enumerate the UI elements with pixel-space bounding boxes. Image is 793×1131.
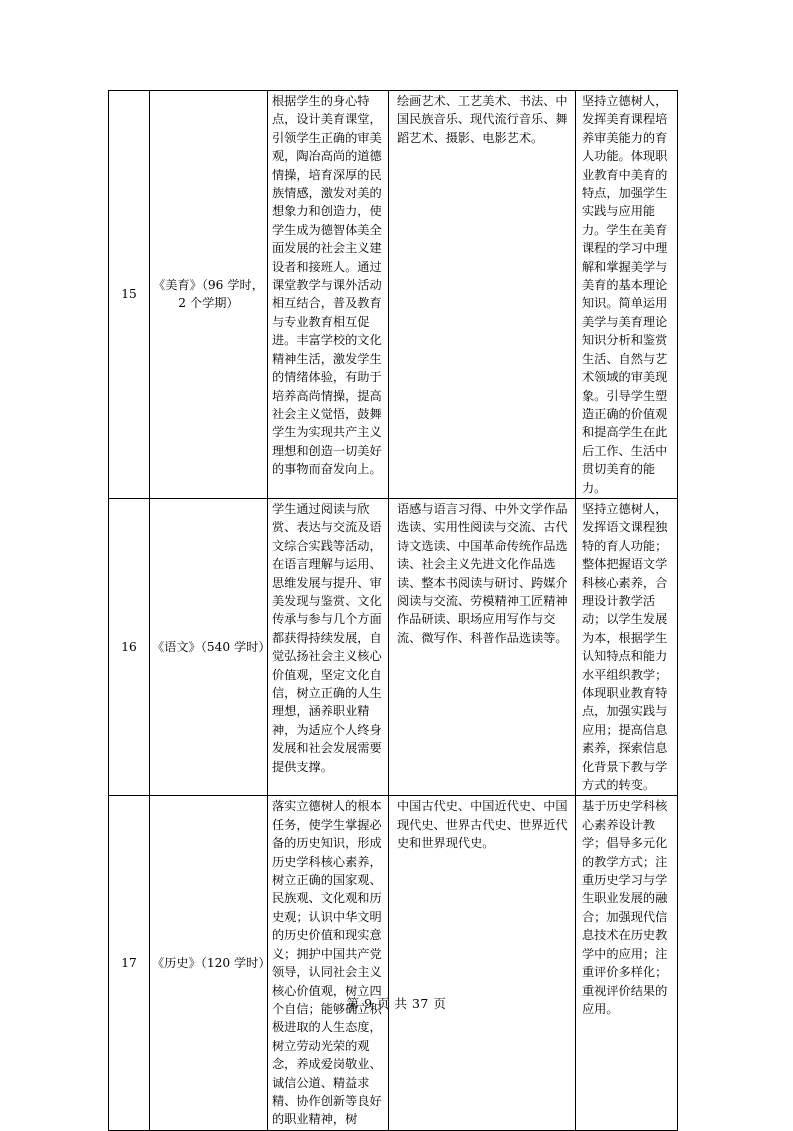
teaching-requirement: 坚持立德树人，发挥美育课程培养审美能力的育人功能。体现职业教育中美育的特点，加强学生实践与应用能力。学生在美育课程的学习中理解和掌握美学与美育的基本理论知识。简单运用美学与美育理论知识分析和鉴赏生活、自然与艺术领域的审美现象。引导学生塑造正确的价值观和提高学生在此后工作、生活中贯切美育的能力。 [576, 91, 678, 499]
course-content: 语感与语言习得、中外文学作品选读、实用性阅读与交流、古代诗文选读、中国革命传统作品选读、社会主义先进文化作品选读、整本书阅读与研讨、跨媒介阅读与交流、劳模精神工匠精神作品研读、职场应用写作与交流、微写作、科普作品选读等。 [389, 498, 576, 796]
course-name: 《美育》（96 学时，2 个学期） [150, 91, 268, 499]
table-row [109, 796, 678, 1130]
row-number: 15 [109, 91, 150, 499]
course-name: 《语文》（540 学时） [150, 498, 268, 796]
course-goal: 根据学生的身心特点，设计美育课堂，引领学生正确的审美观，陶冶高尚的道德情操，培育深厚的民族情感，激发对美的想象力和创造力，使学生成为德智体美全面发展的社会主义建设者和接班人。通过课堂教学与课外活动相互结合，普及教育与专业教育相互促进。丰富学校的文化精神生活，激发学生的情绪体验，有助于培养高尚情操，提高社会主义觉悟，鼓舞学生为实现共产主义理想和创造一切美好的事物而奋发向上。 [268, 91, 389, 499]
table-row [109, 91, 678, 499]
course-name: 《历史》（120 学时） [150, 796, 268, 1130]
page-number-footer: 第 9 页 共 37 页 [346, 996, 447, 1011]
table-row [109, 498, 678, 796]
course-table [108, 90, 678, 1131]
row-number: 16 [109, 498, 150, 796]
teaching-requirement: 坚持立德树人，发挥语文课程独特的育人功能；整体把握语文学科核心素养，合理设计教学活动；以学生发展为本，根据学生认知特点和能力水平组织教学；体现职业教育特点，加强实践与应用；提高信息素养，探索信息化背景下教与学方式的转变。 [576, 498, 678, 796]
course-content: 绘画艺术、工艺美术、书法、中国民族音乐、现代流行音乐、舞蹈艺术、摄影、电影艺术。 [389, 91, 576, 499]
course-content: 中国古代史、中国近代史、中国现代史、世界古代史、世界近代史和世界现代史。 [389, 796, 576, 1130]
teaching-requirement: 基于历史学科核心素养设计教学；倡导多元化的教学方式；注重历史学习与学生职业发展的融合；加强现代信息技术在历史教学中的应用；注重评价多样化；重视评价结果的应用。 [576, 796, 678, 1130]
course-goal: 学生通过阅读与欣赏、表达与交流及语文综合实践等活动，在语言理解与运用、思维发展与提升、审美发现与鉴赏、文化传承与参与几个方面都获得持续发展，自觉弘扬社会主义核心价值观，坚定文化自信，树立正确的人生理想，涵养职业精神，为适应个人终身发展和社会发展需要提供支撑。 [268, 498, 389, 796]
course-goal: 落实立德树人的根本任务，使学生掌握必备的历史知识，形成历史学科核心素养，树立正确的国家观、民族观、文化观和历史观；认识中华文明的历史价值和现实意义；拥护中国共产党领导，认同社会主义核心价值观，树立四个自信；能够确立积极进取的人生态度，树立劳动光荣的观念，养成爱岗敬业、诚信公道、精益求精、协作创新等良好的职业精神，树 [268, 796, 389, 1130]
row-number: 17 [109, 796, 150, 1130]
